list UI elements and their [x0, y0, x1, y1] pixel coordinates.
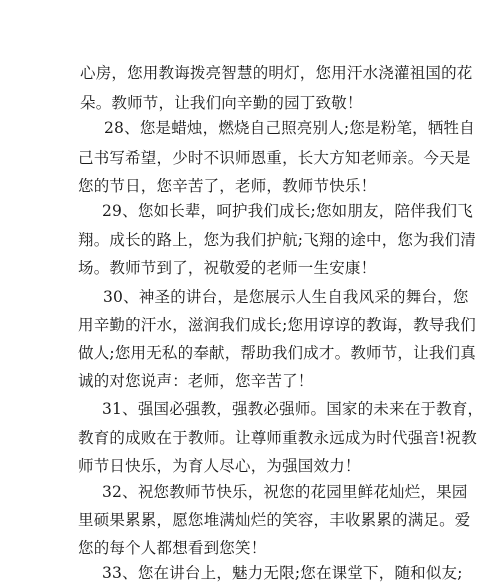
- text-line: 诚的对您说声：老师，您辛苦了！: [78, 372, 314, 390]
- text-line: 30、神圣的讲台，是您展示人生自我风采的舞台，您: [103, 288, 469, 306]
- text-line: 场。教师节到了，祝敬爱的老师一生安康！: [78, 259, 377, 277]
- text-line: 教育的成败在于教师。让尊师重教永远成为时代强音!祝教: [78, 429, 477, 447]
- text-line: 您的每个人都想看到您笑！: [78, 539, 267, 557]
- text-line: 28、您是蜡烛，燃烧自己照亮别人;您是粉笔，牺牲自: [104, 119, 475, 137]
- text-line: 心房，您用教诲拨亮智慧的明灯，您用汗水浇灌祖国的花: [80, 64, 473, 82]
- text-line: 31、强国必强教，强教必强师。国家的未来在于教育，: [102, 400, 484, 418]
- text-line: 翔。成长的路上，您为我们护航;飞翔的途中，您为我们清: [78, 231, 476, 249]
- text-line: 己书写希望，少时不识师恩重，长大方知老师亲。今天是: [78, 149, 471, 167]
- text-line: 师节日快乐，为育人尽心，为强国效力！: [78, 457, 361, 475]
- text-line: 做人;您用无私的奉献，帮助我们成才。教师节，让我们真: [78, 344, 476, 362]
- text-line: 您的节日，您辛苦了，老师，教师节快乐！: [78, 177, 377, 195]
- text-line: 29、您如长辈，呵护我们成长;您如朋友，陪伴我们飞: [102, 202, 473, 220]
- text-line: 朵。教师节，让我们向辛勤的园丁致敬！: [80, 94, 363, 112]
- text-line: 33、您在讲台上，魅力无限;您在课堂下，随和似友;: [102, 564, 463, 582]
- text-line: 里硕果累累，愿您堆满灿烂的笑容，丰收累累的满足。爱: [78, 511, 471, 529]
- text-line: 用辛勤的汗水，滋润我们成长;您用谆谆的教诲，教导我们: [78, 316, 476, 334]
- text-line: 32、祝您教师节快乐，祝您的花园里鲜花灿烂，果园: [102, 483, 468, 501]
